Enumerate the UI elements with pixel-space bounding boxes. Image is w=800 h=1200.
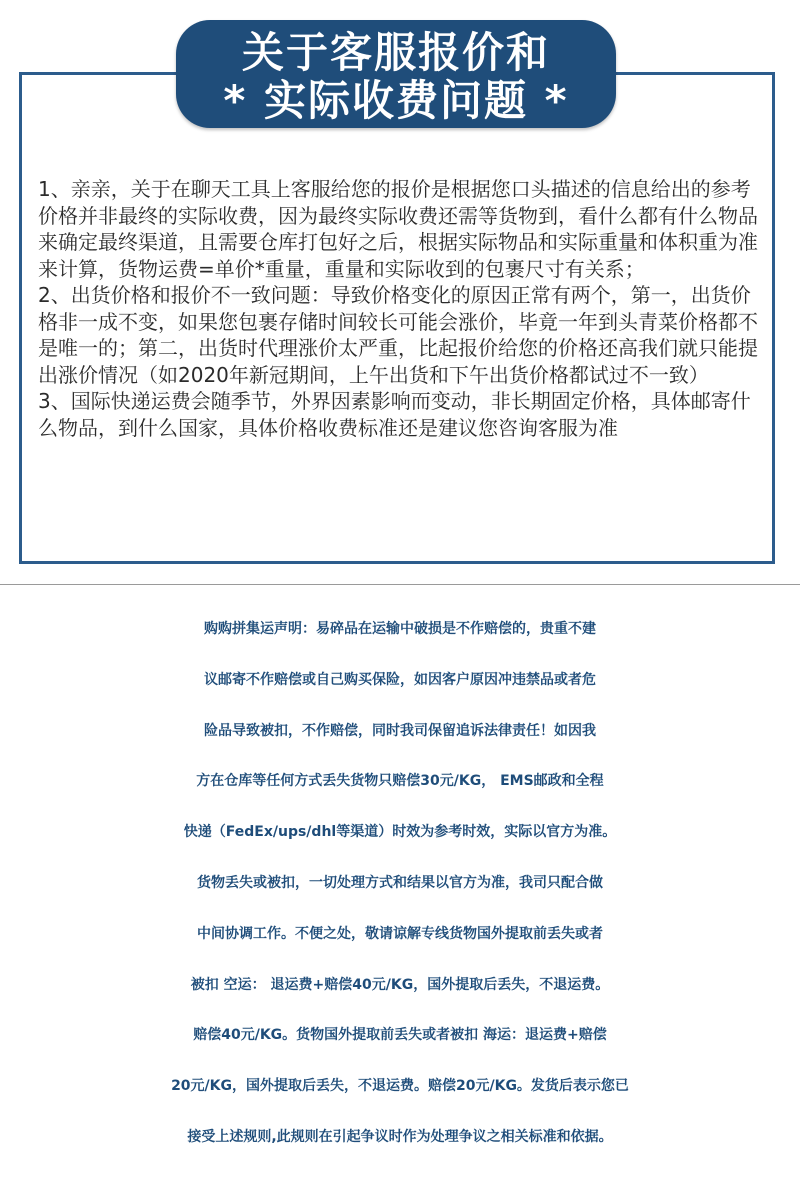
statement-line: 接受上述规则,此规则在引起争议时作为处理争议之相关标准和依据。: [187, 1128, 613, 1145]
statement-line: 被扣 空运： 退运费+赔偿40元/KG，国外提取后丢失，不退运费。: [190, 976, 610, 993]
statement-line: 20元/KG，国外提取后丢失，不退运费。赔偿20元/KG。发货后表示您已: [171, 1078, 629, 1095]
section-divider: [0, 584, 800, 585]
notice-item-1: 1、亲亲，关于在聊天工具上客服给您的报价是根据您口头描述的信息给出的参考价格并非最终的实际收费，因为最终实际收费还需等货物到，看什么都有什么物品来确定最终渠道，且需要仓库打包好之后，根据实际物品和实际重量和体积重为准来计算，货物运费=单价*重量，重量和实际收到的包裹尺寸有关系；: [38, 177, 758, 281]
statement-line: 险品导致被扣，不作赔偿，同时我司保留追诉法律责任！如因我: [204, 722, 596, 739]
statement-line: 快递（FedEx/ups/dhl等渠道）时效为参考时效，实际以官方为准。: [183, 824, 617, 841]
statement-line: 赔偿40元/KG。货物国外提取前丢失或者被扣 海运：退运费+赔偿: [193, 1027, 607, 1044]
statement-line: 购购拼集运声明：易碎品在运输中破损是不作赔偿的，贵重不建: [204, 621, 596, 637]
statement-line: 议邮寄不作赔偿或自己购买保险，如因客户原因冲违禁品或者危: [204, 671, 596, 688]
statement-line: 方在仓库等任何方式丢失货物只赔偿30元/KG， EMS邮政和全程: [196, 773, 604, 790]
pricing-notice-section: [0, 0, 800, 584]
shipping-statement: [0, 604, 800, 1163]
notice-item-2: 2、出货价格和报价不一致问题：导致价格变化的原因正常有两个，第一，出货价格非一成不变，如果您包裹存储时间较长可能会涨价，毕竟一年到头青菜价格都不是唯一的；第二，出货时代理涨价太严重，比起报价给您的价格还高我们就只能提出涨价情况（如2020年新冠期间，上午出货和下午出货价格都试过不一致）: [38, 283, 758, 387]
title-line-2: * 实际收费问题 *: [223, 76, 569, 125]
notice-body: [38, 176, 760, 441]
notice-item-3: 3、国际快递运费会随季节，外界因素影响而变动，非长期固定价格，具体邮寄什么物品，到什么国家，具体价格收费标准还是建议您咨询客服为准: [38, 389, 751, 440]
statement-line: 货物丢失或被扣，一切处理方式和结果以官方为准，我司只配合做: [197, 874, 603, 891]
title-banner: [176, 20, 616, 128]
statement-line: 中间协调工作。不便之处，敬请谅解专线货物国外提取前丢失或者: [197, 925, 603, 942]
title-line-1: 关于客服报价和: [241, 28, 550, 77]
